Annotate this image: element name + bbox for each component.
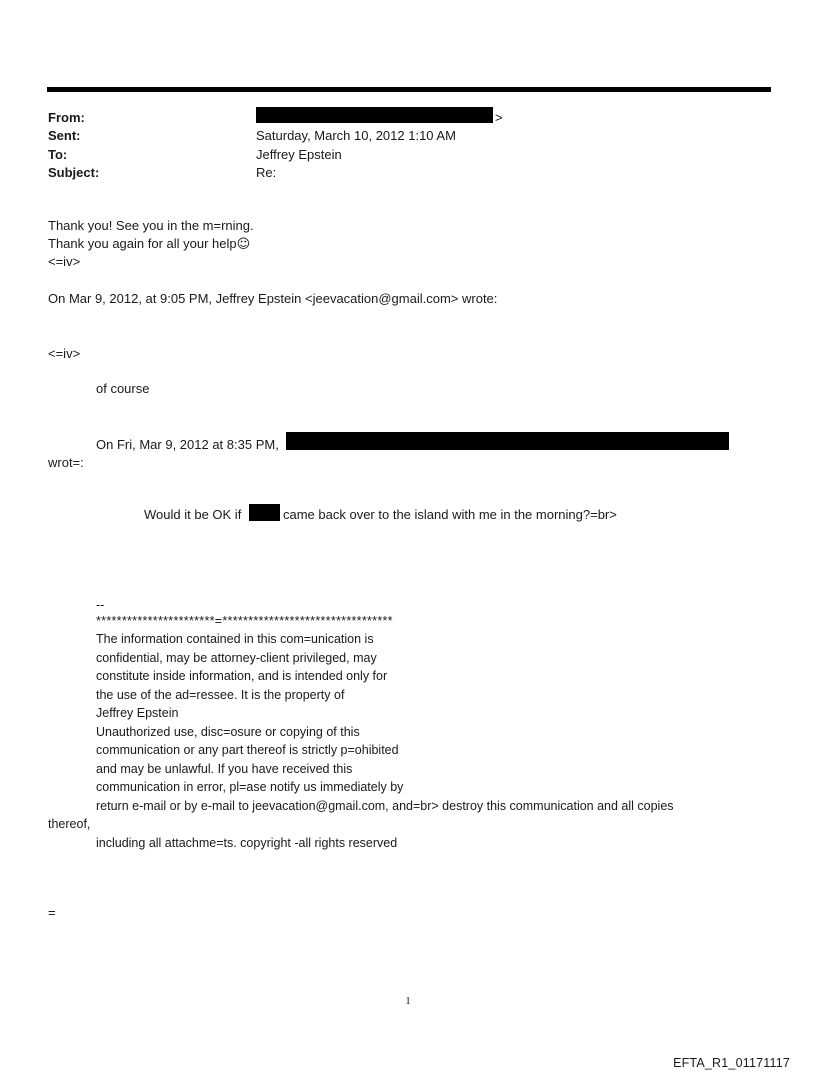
from-value-suffix: > <box>495 110 503 125</box>
sent-value: Saturday, March 10, 2012 1:10 AM <box>256 128 456 143</box>
signature-dashes: -- <box>96 598 105 612</box>
body-line-1: Thank you! See you in the m=rning. <box>48 218 254 233</box>
quote-intro: On Mar 9, 2012, at 9:05 PM, Jeffrey Epstein <jeevacation@gmail.com> wrote: <box>48 291 498 306</box>
disclaimer-line: the use of the ad=ressee. It is the property of <box>96 688 345 702</box>
subject-label: Subject: <box>48 165 100 180</box>
question-prefix: Would it be OK if <box>144 507 242 522</box>
disclaimer-last-line: including all attachme=ts. copyright -all rights reserved <box>96 836 398 850</box>
redaction-sender <box>286 432 729 450</box>
header-rule <box>47 87 771 92</box>
body-line-3: <=iv> <box>48 254 81 269</box>
disclaimer-line: Jeffrey Epstein <box>96 706 179 720</box>
page-number: 1 <box>405 995 411 1007</box>
disclaimer-line: communication in error, pl=ase notify us immediately by <box>96 780 404 794</box>
redaction-name <box>249 504 280 521</box>
subject-value: Re: <box>256 165 277 180</box>
disclaimer-line: constitute inside information, and is intended only for <box>96 669 388 683</box>
disclaimer-line: return e-mail or by e-mail to jeevacation@gmail.com, and=br> destroy this communication and all copies <box>96 799 674 813</box>
disclaimer-line: Unauthorized use, disc=osure or copying of this <box>96 725 360 739</box>
sent-label: Sent: <box>48 128 81 143</box>
disclaimer-line: and may be unlawful. If you have received this <box>96 762 353 776</box>
body-line-2-text: Thank you again for all your help <box>48 236 237 251</box>
signature-stars: ***********************=********************************* <box>96 614 393 628</box>
body-line-2 <box>48 235 250 254</box>
inner-quote-intro: On Fri, Mar 9, 2012 at 8:35 PM, <box>96 437 279 452</box>
to-label: To: <box>48 147 68 162</box>
reply-text: of course <box>96 381 150 396</box>
from-label: From: <box>48 110 85 125</box>
to-value: Jeffrey Epstein <box>256 147 342 162</box>
disclaimer-line: The information contained in this com=unication is <box>96 632 374 646</box>
inner-quote-wrote: wrot=: <box>48 455 84 470</box>
disclaimer-wrap: thereof, <box>48 817 91 831</box>
smiley-icon: ☺ <box>236 237 251 252</box>
disclaimer-line: communication or any part thereof is strictly p=ohibited <box>96 743 399 757</box>
redaction-from <box>256 107 493 123</box>
trailing-char: = <box>48 905 56 920</box>
div-tag: <=iv> <box>48 346 81 361</box>
document-id: EFTA_R1_01171117 <box>673 1056 790 1070</box>
disclaimer-line: confidential, may be attorney-client privileged, may <box>96 651 377 665</box>
question-suffix: came back over to the island with me in the morning?=br> <box>283 507 617 522</box>
